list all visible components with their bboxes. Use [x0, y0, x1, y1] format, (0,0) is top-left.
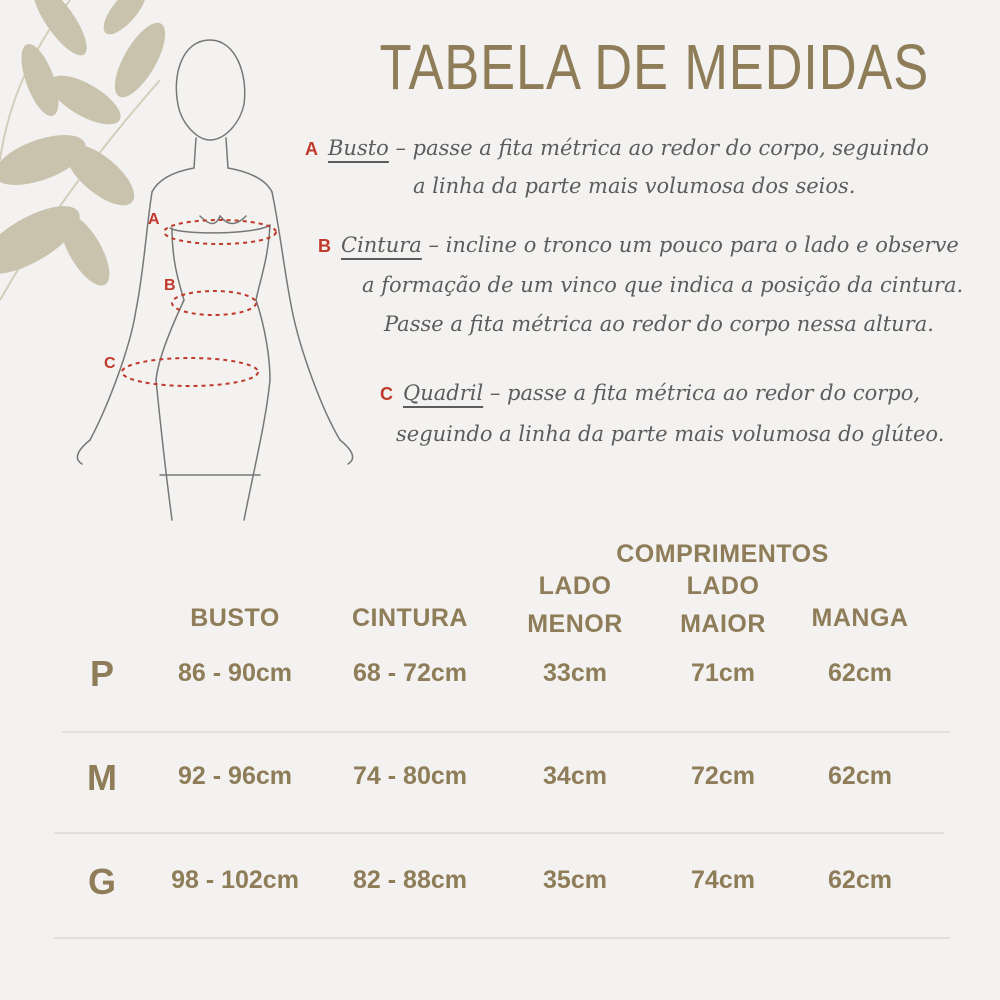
row-divider — [54, 832, 944, 834]
instruction-quadril-line2: seguindo a linha da parte mais volumosa do glúteo. — [396, 422, 945, 446]
instruction-text: – incline o tronco um pouco para o lado e observe — [421, 233, 959, 257]
row-divider — [62, 731, 950, 733]
header-cintura: CINTURA — [352, 604, 468, 632]
cell-busto-m: 92 - 96cm — [178, 762, 292, 790]
instruction-cintura — [318, 233, 959, 257]
marker-a: A — [148, 211, 160, 228]
instruction-text: – passe a fita métrica ao redor do corpo, — [483, 381, 921, 405]
instruction-term: Cintura — [341, 233, 422, 257]
cell-busto-p: 86 - 90cm — [178, 659, 292, 687]
instruction-letter: B — [318, 236, 331, 256]
instruction-letter: A — [305, 139, 318, 159]
header-lado-menor-line2: MENOR — [527, 610, 623, 638]
header-lado-maior-line1: LADO — [686, 572, 760, 600]
body-figure-illustration — [60, 20, 370, 530]
instruction-term: Quadril — [403, 381, 484, 405]
cell-lado-maior-g: 74cm — [691, 866, 755, 894]
size-label-m: M — [87, 757, 117, 798]
size-label-p: P — [89, 653, 114, 694]
instruction-cintura-line3: Passe a fita métrica ao redor do corpo nessa altura. — [384, 312, 934, 336]
instruction-text: – passe a fita métrica ao redor do corpo, seguindo — [388, 136, 929, 160]
page-title: TABELA DE MEDIDAS — [379, 31, 930, 103]
instruction-busto — [305, 136, 929, 160]
cell-busto-g: 98 - 102cm — [171, 866, 299, 894]
cell-lado-maior-m: 72cm — [691, 762, 755, 790]
instruction-term: Busto — [328, 136, 389, 160]
header-comprimentos: COMPRIMENTOS — [616, 540, 829, 568]
instruction-busto-line2: a linha da parte mais volumosa dos seios. — [413, 174, 856, 198]
marker-c: C — [104, 355, 116, 372]
marker-b: B — [164, 277, 176, 294]
header-lado-menor-line1: LADO — [538, 572, 612, 600]
header-manga: MANGA — [811, 604, 909, 632]
cell-cintura-g: 82 - 88cm — [353, 866, 467, 894]
cell-manga-g: 62cm — [828, 866, 892, 894]
instruction-quadril — [380, 381, 920, 405]
instruction-letter: C — [380, 384, 393, 404]
cell-cintura-p: 68 - 72cm — [353, 659, 467, 687]
cell-cintura-m: 74 - 80cm — [353, 762, 467, 790]
cell-manga-m: 62cm — [828, 762, 892, 790]
cell-manga-p: 62cm — [828, 659, 892, 687]
cell-lado-menor-g: 35cm — [543, 866, 607, 894]
cell-lado-menor-m: 34cm — [543, 762, 607, 790]
size-label-g: G — [87, 861, 116, 902]
header-lado-maior-line2: MAIOR — [680, 610, 766, 638]
cell-lado-maior-p: 71cm — [691, 659, 755, 687]
cell-lado-menor-p: 33cm — [543, 659, 607, 687]
row-divider — [54, 937, 950, 939]
header-busto: BUSTO — [190, 604, 280, 632]
instruction-cintura-line2: a formação de um vinco que indica a posição da cintura. — [362, 273, 964, 297]
